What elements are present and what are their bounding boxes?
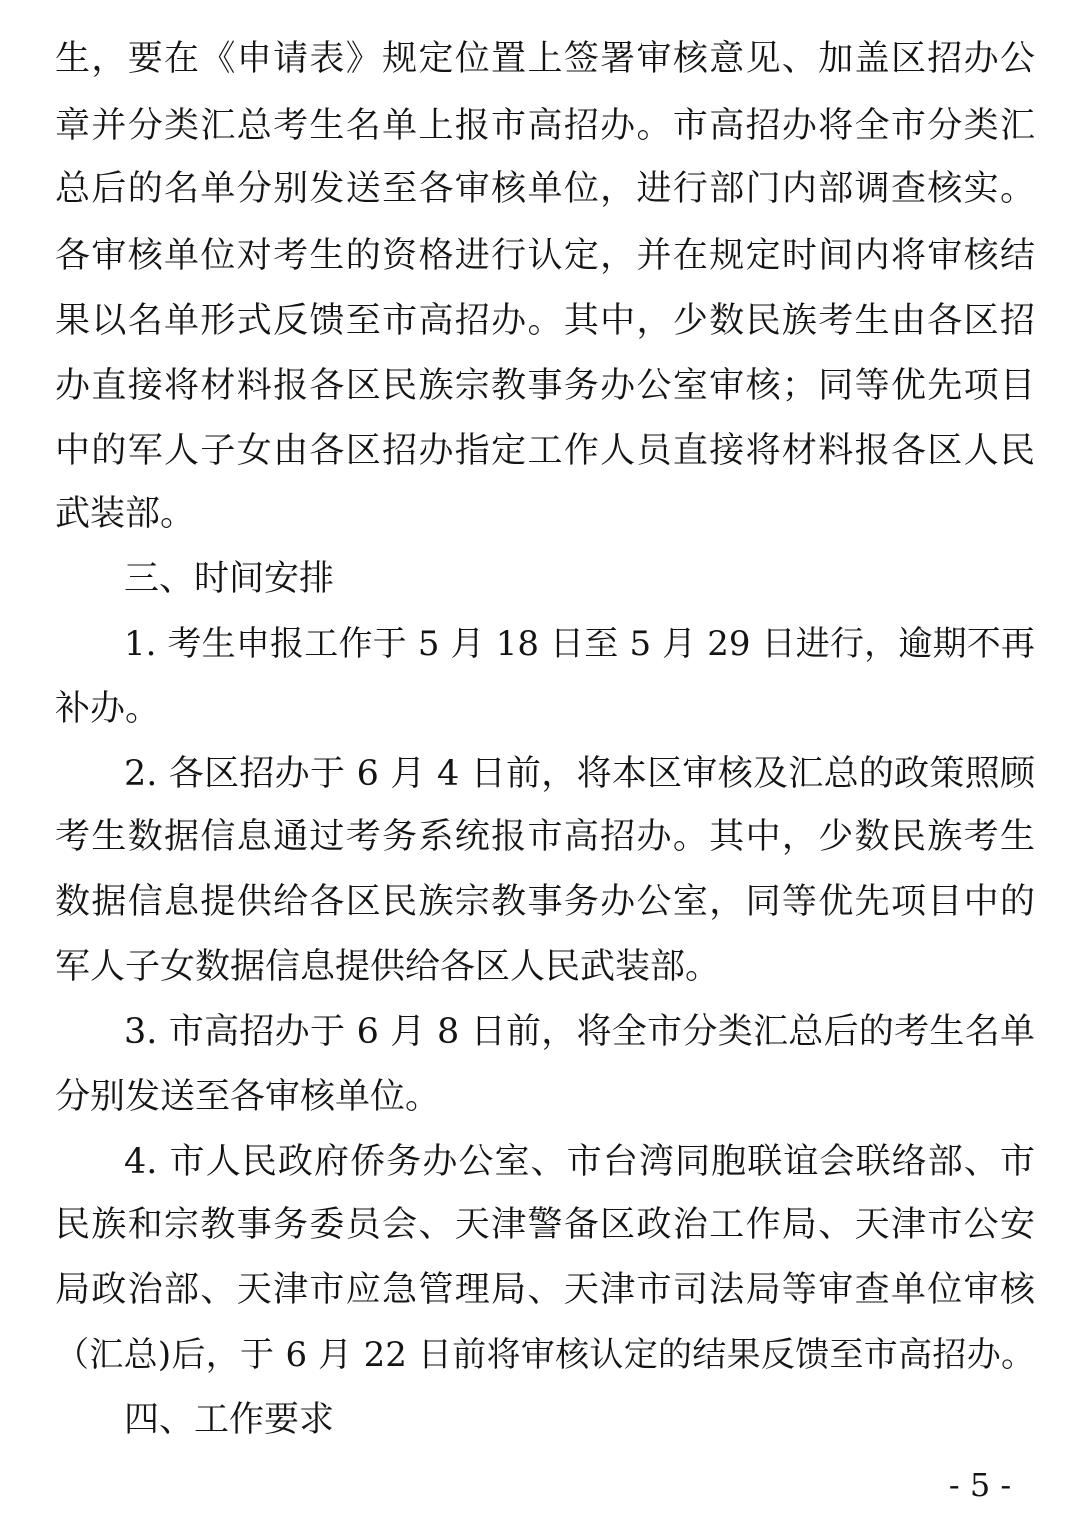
body-line: 考生数据信息通过考务系统报市高招办。其中，少数民族考生 [55,817,1035,857]
body-line: 民族和宗教事务委员会、天津警备区政治工作局、天津市公安 [55,1205,1035,1245]
body-line: 武装部。 [55,494,196,534]
body-line: 生，要在《申请表》规定位置上签署审核意见、加盖区招办公 [55,39,1035,79]
section-heading-requirements: 四、工作要求 [124,1400,335,1440]
body-line: 果以名单形式反馈至市高招办。其中，少数民族考生由各区招 [55,301,1035,341]
body-line: 补办。 [55,689,161,729]
page-number: - 5 - [948,1466,1012,1504]
body-line: 数据信息提供给各区民族宗教事务办公室，同等优先项目中的 [55,882,1035,922]
list-item-4: 4. 市人民政府侨务办公室、市台湾同胞联谊会联络部、市 [124,1142,1035,1182]
body-line: 章并分类汇总考生名单上报市高招办。市高招办将全市分类汇 [55,106,1035,146]
list-item-2: 2. 各区招办于 6 月 4 日前，将本区审核及汇总的政策照顾 [124,754,1035,794]
list-item-1: 1. 考生申报工作于 5 月 18 日至 5 月 29 日进行，逾期不再 [124,624,1035,664]
section-heading-schedule: 三、时间安排 [124,559,335,599]
body-line: （汇总)后，于 6 月 22 日前将审核认定的结果反馈至市高招办。 [55,1335,1035,1375]
list-item-3: 3. 市高招办于 6 月 8 日前，将全市分类汇总后的考生名单 [124,1012,1035,1052]
body-line: 中的军人子女由各区招办指定工作人员直接将材料报各区人民 [55,431,1035,471]
body-line: 办直接将材料报各区民族宗教事务办公室审核；同等优先项目 [55,366,1035,406]
body-line: 局政治部、天津市应急管理局、天津市司法局等审查单位审核 [55,1270,1035,1310]
body-line: 各审核单位对考生的资格进行认定，并在规定时间内将审核结 [55,236,1035,276]
body-line: 分别发送至各审核单位。 [55,1077,441,1117]
body-line: 总后的名单分别发送至各审核单位，进行部门内部调查核实。 [55,169,1035,209]
body-line: 军人子女数据信息提供给各区人民武装部。 [55,947,721,987]
